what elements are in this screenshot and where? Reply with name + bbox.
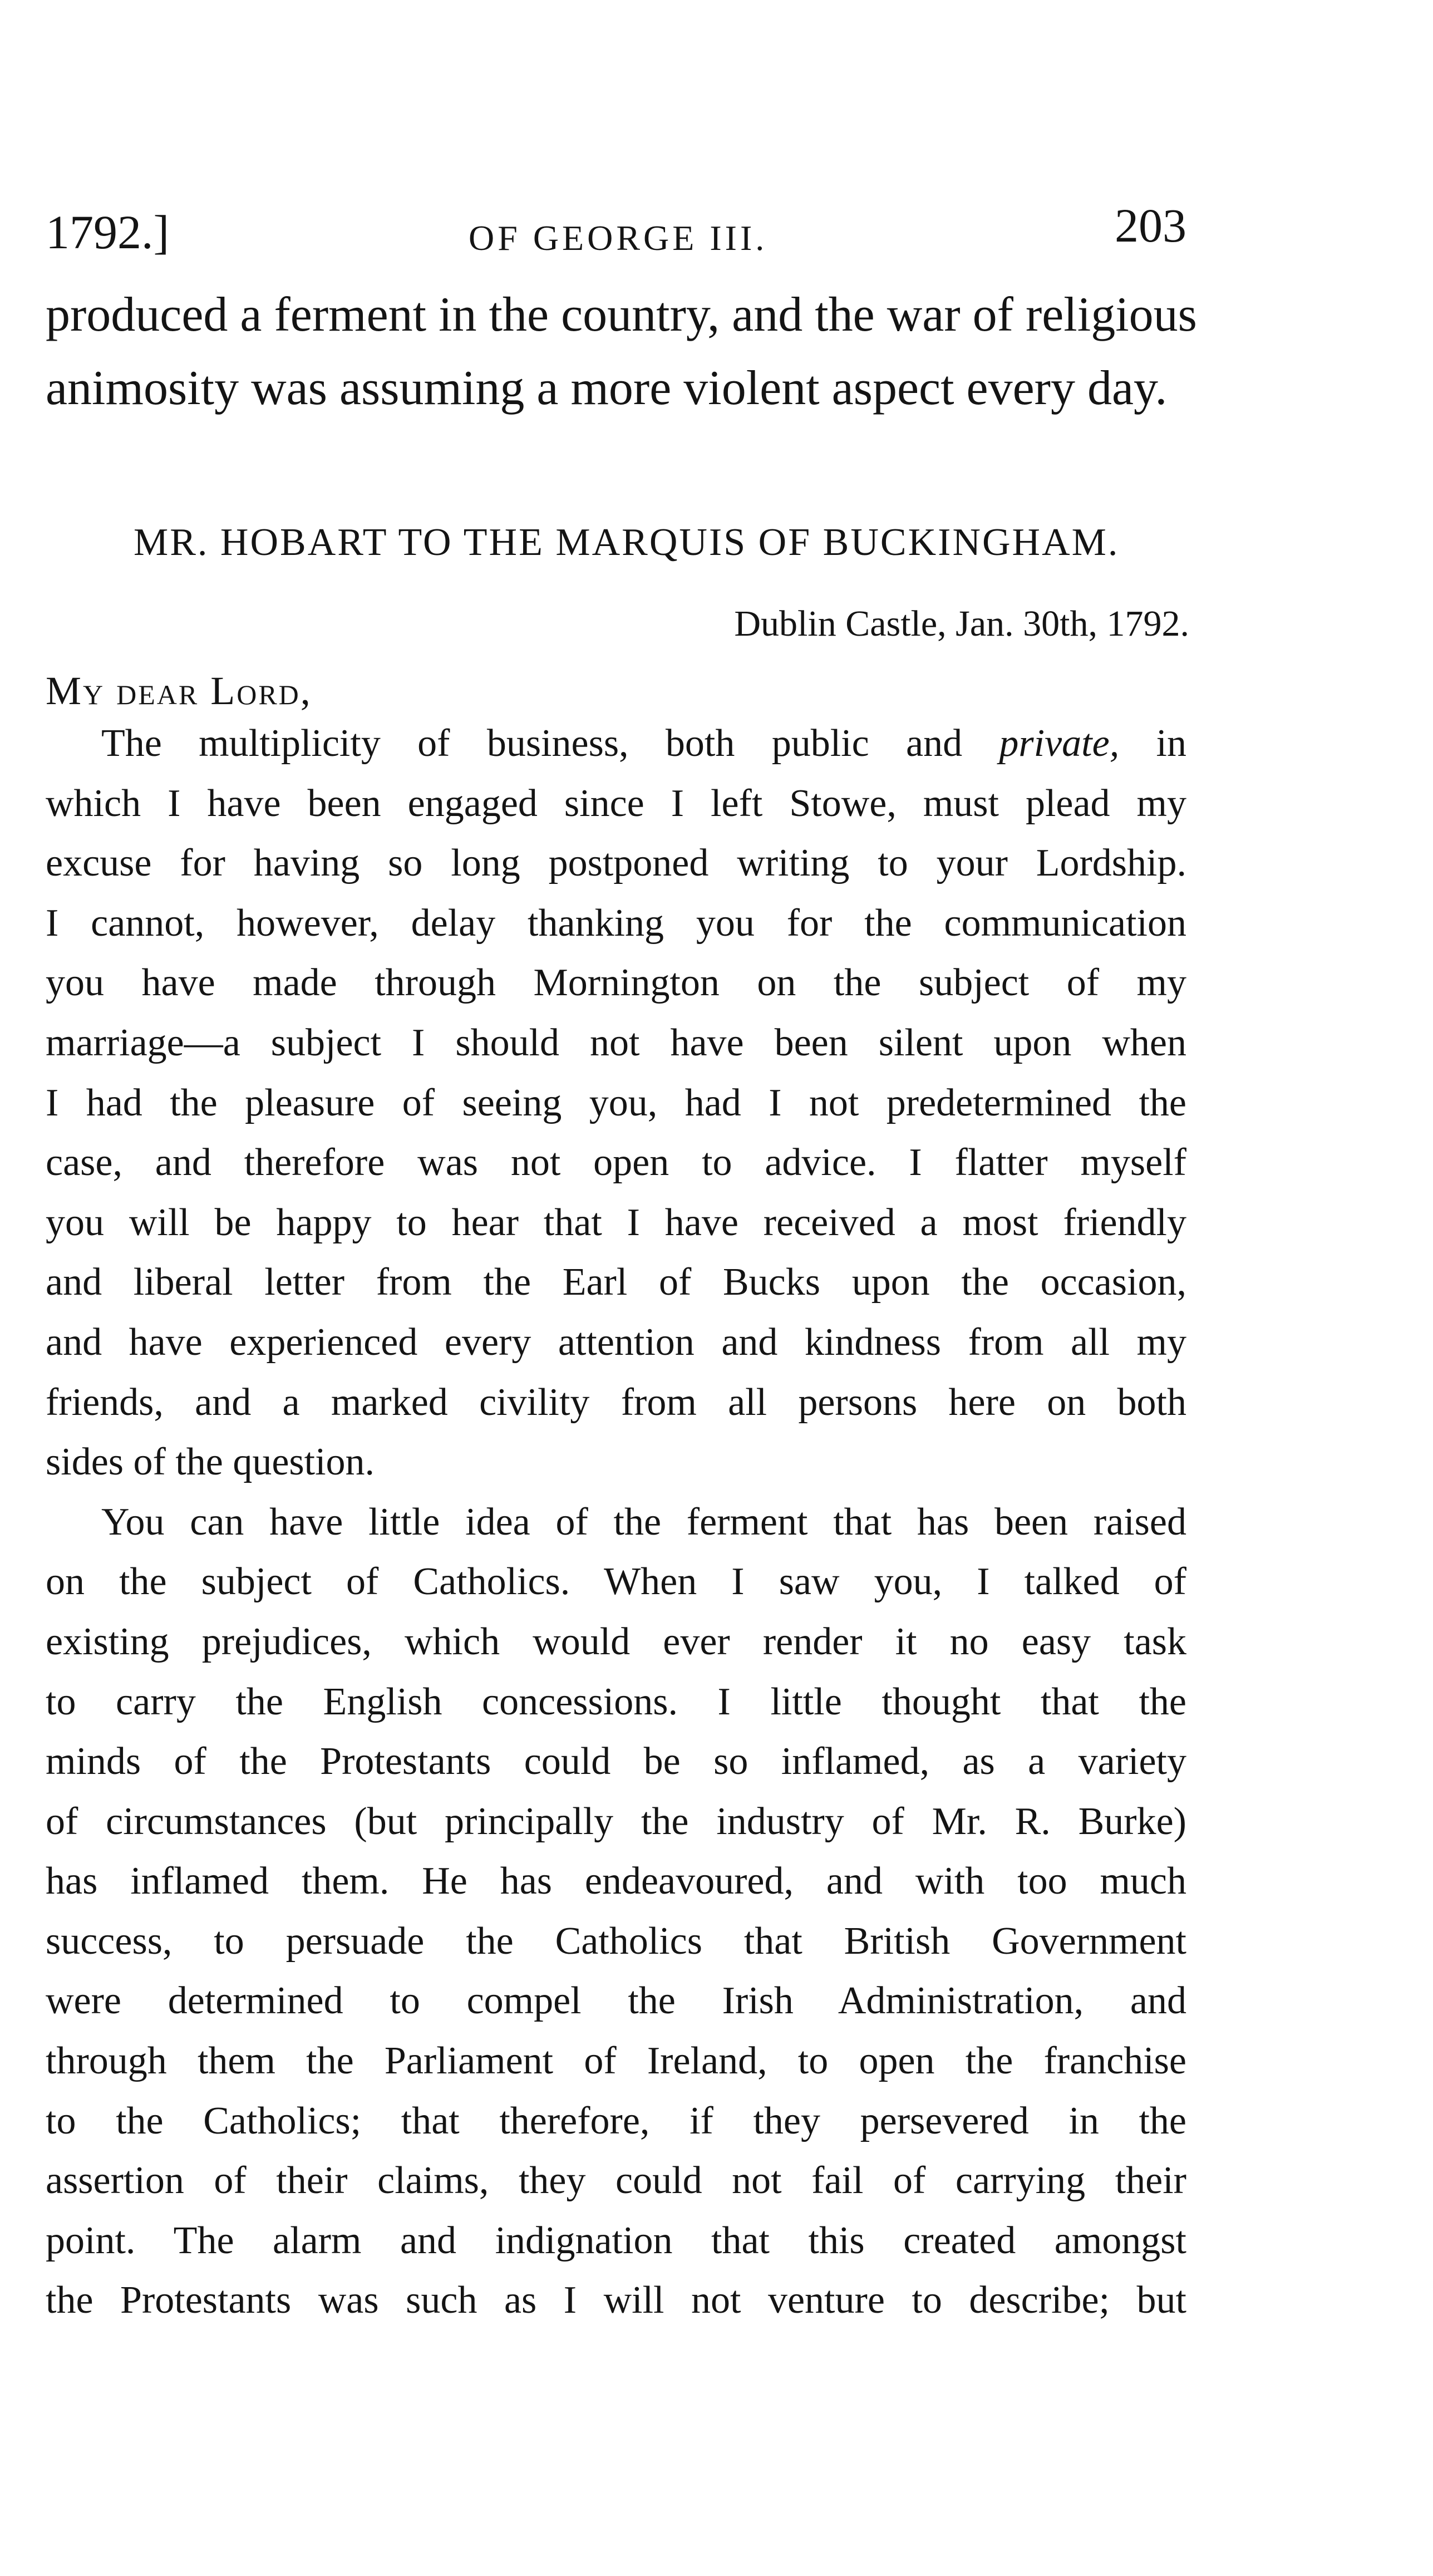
text-line: sides of the question. [46,1441,375,1484]
text-line: point. The alarm and indignation that this created amongst [46,2219,1186,2262]
text-line: you will be happy to hear that I have received a most friendly [46,1201,1186,1244]
text-line: animosity was assuming a more violent aspect every day. [46,361,1168,415]
text-line: of circumstances (but principally the industry of Mr. R. Burke) [46,1800,1186,1843]
letter-salutation: My dear Lord, [46,668,312,713]
text-line: on the subject of Catholics. When I saw you, I talked of [46,1560,1186,1604]
italic-word: private, [999,722,1120,765]
page-number: 203 [1115,199,1186,252]
text-line: success, to persuade the Catholics that British Government [46,1919,1186,1963]
text-line: the Protestants was such as I will not venture to describe; but [46,2279,1186,2322]
text-line: I had the pleasure of seeing you, had I not predetermined the [46,1081,1186,1124]
intro-text [46,278,1197,425]
text-line: produced a ferment in the country, and the war of religious [46,288,1197,342]
text-run: The multiplicity of business, both public and [101,722,963,765]
text-line: through them the Parliament of Ireland, to open the franchise [46,2039,1186,2083]
text-line: excuse for having so long postponed writing to your Lordship. [46,842,1186,885]
text-line: existing prejudices, which would ever render it no easy task [46,1620,1186,1663]
text-line: assertion of their claims, they could not fail of carrying their [46,2159,1186,2203]
header-running-title: OF GEORGE III. [469,218,768,258]
text-line: were determined to compel the Irish Administration, and [46,1979,1186,2023]
letter-dateline: Dublin Castle, Jan. 30th, 1792. [734,603,1189,644]
text-line: you have made through Mornington on the subject of my [46,961,1186,1005]
letter-heading: MR. HOBART TO THE MARQUIS OF BUCKINGHAM. [134,521,1120,564]
text-line: You can have little idea of the ferment that has been raised [101,1500,1186,1543]
text-line: which I have been engaged since I left Stowe, must plead my [46,781,1186,825]
text-line: to the Catholics; that therefore, if they persevered in the [46,2099,1186,2142]
text-line: friends, and a marked civility from all persons here on both [46,1380,1186,1424]
text-run: in [1156,722,1186,765]
running-header [46,184,1186,259]
header-year: 1792.] [46,205,170,259]
text-line: minds of the Protestants could be so inflamed, as a variety [46,1740,1186,1783]
paragraph-first-line [46,714,1186,774]
text-line: and liberal letter from the Earl of Bucks upon the occasion, [46,1261,1186,1304]
text-line: case, and therefore was not open to advice. I flatter myself [46,1141,1186,1184]
text-line: marriage—a subject I should not have been silent upon when [46,1021,1186,1064]
text-line: has inflamed them. He has endeavoured, and with too much [46,1860,1186,1903]
text-line: I cannot, however, delay thanking you for the communication [46,901,1186,945]
letter-body [46,714,1186,2331]
text-line: to carry the English concessions. I little thought that the [46,1680,1186,1723]
text-line: and have experienced every attention and kindness from all my [46,1320,1186,1364]
